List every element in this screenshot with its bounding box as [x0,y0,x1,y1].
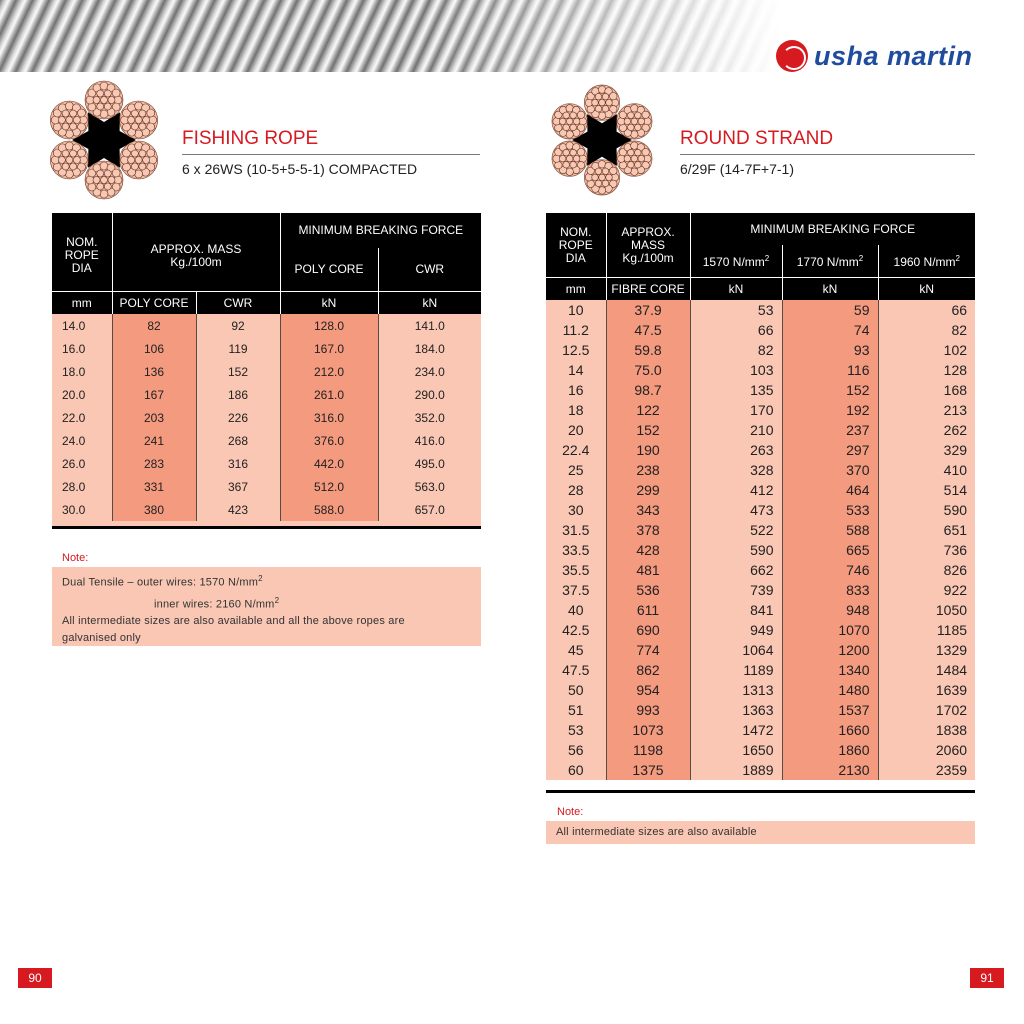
table-cell: 16.0 [52,337,112,360]
table-cell: 464 [782,480,878,500]
table-cell: 11.2 [546,320,606,340]
header-nom-rope-dia: NOM. ROPE DIA [52,213,112,292]
table-cell: 1484 [878,660,975,680]
table-cell: 352.0 [378,406,481,429]
header-grade-1570: 1570 $N/mm^2$ [690,245,782,278]
unit-cell: FIBRE CORE [606,278,690,301]
table-cell: 522 [690,520,782,540]
left-title-rule [182,154,480,155]
table-cell: 98.7 [606,380,690,400]
table-cell: 168 [878,380,975,400]
table-cell: 40 [546,600,606,620]
header-cwr: CWR [378,248,481,292]
table-cell: 28.0 [52,475,112,498]
note-line: All intermediate sizes are also available [556,826,757,838]
table-cell: 328 [690,460,782,480]
table-row [52,406,481,429]
table-cell: 739 [690,580,782,600]
table-cell: 25 [546,460,606,480]
table-row [546,300,975,320]
table-row [546,760,975,780]
table-cell: 1838 [878,720,975,740]
table-cell: 128 [878,360,975,380]
table-cell: 1375 [606,760,690,780]
table-row [546,680,975,700]
table-row [546,660,975,680]
unit-cell: mm [546,278,606,301]
table-cell: 10 [546,300,606,320]
table-cell: 746 [782,560,878,580]
table-cell: 47.5 [606,320,690,340]
table-cell: 51 [546,700,606,720]
left-table-bottom-rule [52,526,481,529]
table-cell: 135 [690,380,782,400]
table-cell: 2359 [878,760,975,780]
table-row [546,500,975,520]
table-row [546,400,975,420]
table-cell: 226 [196,406,280,429]
table-cell: 2130 [782,760,878,780]
table-cell: 774 [606,640,690,660]
table-cell: 22.0 [52,406,112,429]
left-note-label: Note: [62,552,89,564]
fishing-rope-cross-section-image [44,80,164,200]
table-cell: 1363 [690,700,782,720]
table-cell: 590 [690,540,782,560]
table-cell: 1340 [782,660,878,680]
table-cell: 495.0 [378,452,481,475]
table-row [546,580,975,600]
table-row [546,740,975,760]
right-product-subtitle: 6/29F (14-7F+7-1) [680,161,794,177]
header-approx-mass: APPROX. MASS Kg./100m [606,213,690,278]
wire-rope-banner-image [0,0,780,72]
table-cell: 473 [690,500,782,520]
table-cell: 1650 [690,740,782,760]
table-cell: 212.0 [280,360,378,383]
header-approx-mass: APPROX. MASS Kg./100m [112,213,280,292]
table-cell: 862 [606,660,690,680]
table-row [546,460,975,480]
table-cell: 410 [878,460,975,480]
table-row [52,383,481,406]
table-cell: 1189 [690,660,782,680]
table-cell: 152 [606,420,690,440]
table-cell: 56 [546,740,606,760]
table-row [546,420,975,440]
table-cell: 423 [196,498,280,521]
right-product-title: ROUND STRAND [680,128,834,149]
table-cell: 949 [690,620,782,640]
table-cell: 213 [878,400,975,420]
table-cell: 167.0 [280,337,378,360]
table-cell: 536 [606,580,690,600]
table-cell: 1185 [878,620,975,640]
unit-cell: kN [378,292,481,315]
table-cell: 59 [782,300,878,320]
table-cell: 170 [690,400,782,420]
table-cell: 18.0 [52,360,112,383]
page-number-right: 91 [970,968,1004,988]
table-cell: 412 [690,480,782,500]
table-cell: 481 [606,560,690,580]
table-cell: 299 [606,480,690,500]
table-cell: 262 [878,420,975,440]
page-number-left: 90 [18,968,52,988]
table-cell: 136 [112,360,196,383]
table-cell: 1480 [782,680,878,700]
table-cell: 662 [690,560,782,580]
note-line: galvanised only [62,632,141,645]
unit-cell: POLY CORE [112,292,196,315]
right-title-rule [680,154,975,155]
left-note-box: Dual Tensile – outer wires: 1570 $N/mm^2$ inner wires: 2160 $N/mm^2$ All intermediate sizes are also available and all the above ropes are galvanised only [52,567,481,646]
table-cell: 1329 [878,640,975,660]
table-cell: 954 [606,680,690,700]
table-cell: 1200 [782,640,878,660]
table-cell: 736 [878,540,975,560]
table-cell: 378 [606,520,690,540]
table-cell: 93 [782,340,878,360]
table-cell: 316 [196,452,280,475]
table-cell: 128.0 [280,314,378,337]
unit-cell: kN [878,278,975,301]
left-product-title: FISHING ROPE [182,128,319,149]
note-line: Dual Tensile – outer wires: 1570 N/mm [62,576,259,589]
table-cell: 186 [196,383,280,406]
fishing-rope-spec-table [52,213,481,527]
table-cell: 1070 [782,620,878,640]
table-cell: 1889 [690,760,782,780]
table-cell: 210 [690,420,782,440]
table-cell: 1639 [878,680,975,700]
table-cell: 35.5 [546,560,606,580]
table-cell: 416.0 [378,429,481,452]
table-cell: 1198 [606,740,690,760]
table-cell: 28 [546,480,606,500]
table-row [52,314,481,337]
table-cell: 316.0 [280,406,378,429]
table-cell: 82 [690,340,782,360]
table-cell: 75.0 [606,360,690,380]
table-row [52,337,481,360]
table-row [546,560,975,580]
right-table-bottom-rule [546,790,975,793]
table-cell: 152 [196,360,280,383]
table-row [546,480,975,500]
table-cell: 22.4 [546,440,606,460]
table-cell: 42.5 [546,620,606,640]
table-cell: 47.5 [546,660,606,680]
table-cell: 241 [112,429,196,452]
right-note-label: Note: [557,806,584,818]
table-cell: 1313 [690,680,782,700]
table-cell: 203 [112,406,196,429]
table-cell: 268 [196,429,280,452]
table-row [546,540,975,560]
table-cell: 238 [606,460,690,480]
table-cell: 26.0 [52,452,112,475]
table-cell: 30 [546,500,606,520]
table-cell: 30.0 [52,498,112,521]
table-cell: 31.5 [546,520,606,540]
table-cell: 297 [782,440,878,460]
table-cell: 20.0 [52,383,112,406]
table-cell: 53 [546,720,606,740]
table-cell: 16 [546,380,606,400]
table-cell: 167 [112,383,196,406]
table-row [52,360,481,383]
table-row [52,452,481,475]
table-cell: 588 [782,520,878,540]
usha-martin-logo-icon [776,40,808,72]
table-cell: 18 [546,400,606,420]
table-cell: 290.0 [378,383,481,406]
left-product-subtitle: 6 x 26WS (10-5+5-5-1) COMPACTED [182,161,418,177]
table-cell: 1660 [782,720,878,740]
table-row [546,380,975,400]
table-cell: 141.0 [378,314,481,337]
table-cell: 66 [878,300,975,320]
table-row [546,640,975,660]
table-cell: 74 [782,320,878,340]
table-cell: 370 [782,460,878,480]
brand-name: usha martin [814,40,973,71]
table-cell: 922 [878,580,975,600]
table-row [52,475,481,498]
unit-cell: CWR [196,292,280,315]
table-row [546,700,975,720]
table-cell: 841 [690,600,782,620]
note-line: All intermediate sizes are also available and all the above ropes are [62,615,405,628]
table-row [52,429,481,452]
header-poly-core: POLY CORE [280,248,378,292]
table-cell: 103 [690,360,782,380]
table-cell: 657.0 [378,498,481,521]
table-cell: 60 [546,760,606,780]
table-cell: 106 [112,337,196,360]
table-cell: 59.8 [606,340,690,360]
table-cell: 1064 [690,640,782,660]
table-cell: 82 [112,314,196,337]
table-cell: 367 [196,475,280,498]
table-cell: 533 [782,500,878,520]
table-cell: 190 [606,440,690,460]
table-cell: 1050 [878,600,975,620]
table-cell: 665 [782,540,878,560]
table-cell: 152 [782,380,878,400]
table-row [52,498,481,521]
header-grade-1960: 1960 $N/mm^2$ [878,245,975,278]
table-cell: 261.0 [280,383,378,406]
table-cell: 380 [112,498,196,521]
table-cell: 122 [606,400,690,420]
table-cell: 283 [112,452,196,475]
table-cell: 33.5 [546,540,606,560]
table-row [546,340,975,360]
unit-cell: kN [782,278,878,301]
brand-logo [776,40,973,72]
table-cell: 948 [782,600,878,620]
header-min-breaking-force: MINIMUM BREAKING FORCE [690,213,975,245]
right-note-box [546,821,975,844]
table-cell: 237 [782,420,878,440]
header-nom-rope-dia: NOM. ROPE DIA [546,213,606,278]
table-cell: 1702 [878,700,975,720]
table-cell: 263 [690,440,782,460]
table-cell: 329 [878,440,975,460]
table-cell: 119 [196,337,280,360]
table-row [546,360,975,380]
table-cell: 192 [782,400,878,420]
table-cell: 826 [878,560,975,580]
table-cell: 611 [606,600,690,620]
header-min-breaking-force: MINIMUM BREAKING FORCE [280,213,481,248]
table-cell: 20 [546,420,606,440]
table-cell: 833 [782,580,878,600]
table-row [546,720,975,740]
table-cell: 82 [878,320,975,340]
table-cell: 45 [546,640,606,660]
table-cell: 428 [606,540,690,560]
table-cell: 92 [196,314,280,337]
table-cell: 512.0 [280,475,378,498]
header-grade-1770: 1770 $N/mm^2$ [782,245,878,278]
table-cell: 184.0 [378,337,481,360]
table-cell: 53 [690,300,782,320]
table-row [546,620,975,640]
unit-cell: mm [52,292,112,315]
table-cell: 50 [546,680,606,700]
table-row [546,320,975,340]
table-cell: 37.5 [546,580,606,600]
table-cell: 442.0 [280,452,378,475]
table-cell: 12.5 [546,340,606,360]
table-cell: 690 [606,620,690,640]
unit-cell: kN [280,292,378,315]
table-cell: 234.0 [378,360,481,383]
table-row [546,600,975,620]
table-cell: 563.0 [378,475,481,498]
table-cell: 331 [112,475,196,498]
table-cell: 14 [546,360,606,380]
table-cell: 514 [878,480,975,500]
table-cell: 1860 [782,740,878,760]
table-cell: 37.9 [606,300,690,320]
round-strand-cross-section-image [546,84,658,196]
table-row [546,520,975,540]
table-cell: 2060 [878,740,975,760]
table-cell: 590 [878,500,975,520]
table-row [546,440,975,460]
note-line: inner wires: 2160 N/mm [154,598,275,611]
unit-cell: kN [690,278,782,301]
table-cell: 24.0 [52,429,112,452]
table-cell: 1537 [782,700,878,720]
table-cell: 66 [690,320,782,340]
table-cell: 651 [878,520,975,540]
round-strand-spec-table [546,213,975,780]
table-cell: 588.0 [280,498,378,521]
table-cell: 376.0 [280,429,378,452]
table-cell: 343 [606,500,690,520]
table-cell: 993 [606,700,690,720]
table-cell: 102 [878,340,975,360]
table-cell: 14.0 [52,314,112,337]
table-cell: 1073 [606,720,690,740]
table-cell: 1472 [690,720,782,740]
table-cell: 116 [782,360,878,380]
